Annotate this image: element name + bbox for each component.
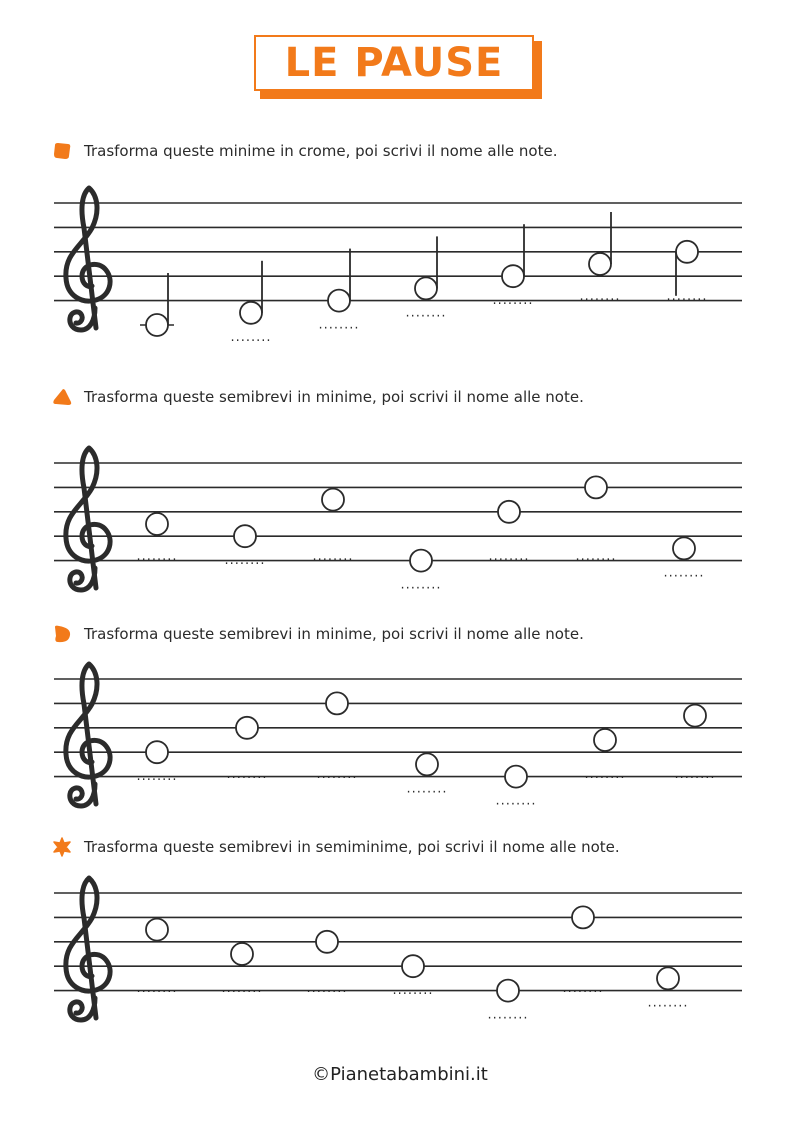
note-head — [146, 513, 168, 535]
answer-blank[interactable]: ........ — [663, 565, 705, 581]
answer-blank[interactable]: ........ — [405, 305, 447, 321]
instruction-text: Trasforma queste minime in crome, poi scrivi il nome alle note. — [84, 142, 558, 160]
exercise-2-instruction — [52, 387, 584, 407]
note — [136, 919, 177, 996]
note — [224, 525, 265, 568]
note — [392, 955, 433, 998]
note — [647, 967, 688, 1010]
exercise-3-instruction — [52, 624, 584, 644]
note-head — [146, 919, 168, 941]
rounded-square-blob-icon — [52, 141, 72, 161]
treble-clef-icon — [66, 664, 110, 806]
answer-blank[interactable]: ........ — [392, 983, 434, 999]
answer-blank[interactable]: ........ — [221, 981, 263, 996]
note-head — [146, 314, 168, 336]
staff-exercise-1 — [0, 180, 800, 360]
answer-blank[interactable]: ........ — [579, 289, 621, 304]
answer-blank[interactable]: ........ — [562, 981, 604, 996]
answer-blank[interactable]: ........ — [584, 767, 626, 782]
answer-blank[interactable]: ........ — [647, 995, 689, 1011]
note-head — [585, 476, 607, 498]
note-head — [497, 980, 519, 1002]
note-head — [410, 550, 432, 572]
note — [406, 753, 447, 796]
note — [495, 766, 536, 809]
note-head — [657, 967, 679, 989]
answer-blank[interactable]: ........ — [136, 769, 178, 785]
answer-blank[interactable]: ........ — [575, 549, 617, 564]
note — [136, 513, 177, 564]
exercise-1-instruction — [52, 141, 557, 161]
note-head — [498, 501, 520, 523]
answer-blank[interactable]: ........ — [400, 577, 442, 593]
note — [316, 692, 357, 782]
triangle-blob-icon — [52, 387, 72, 407]
note — [140, 273, 174, 336]
answer-blank[interactable]: ........ — [136, 981, 178, 996]
note — [584, 729, 625, 782]
note-head — [240, 302, 262, 324]
note — [579, 212, 620, 304]
answer-blank[interactable]: ........ — [230, 329, 272, 345]
note — [663, 537, 704, 580]
instruction-text: Trasforma queste semibrevi in semiminime, poi scrivi il nome alle note. — [84, 838, 620, 856]
note — [312, 489, 353, 564]
answer-blank[interactable]: ........ — [406, 781, 448, 797]
note — [400, 550, 441, 593]
note-head — [572, 906, 594, 928]
note-head — [676, 241, 698, 263]
title-box — [254, 35, 534, 91]
note-head — [415, 277, 437, 299]
answer-blank[interactable]: ........ — [487, 1007, 529, 1023]
note-head — [236, 717, 258, 739]
note — [487, 980, 528, 1023]
note-head — [594, 729, 616, 751]
note-head — [402, 955, 424, 977]
note — [306, 931, 347, 996]
note-head — [416, 753, 438, 775]
note-head — [316, 931, 338, 953]
note — [492, 224, 533, 308]
staff-exercise-4 — [0, 870, 800, 1035]
answer-blank[interactable]: ........ — [136, 549, 178, 564]
treble-clef-icon — [66, 448, 110, 590]
answer-blank[interactable]: ........ — [318, 317, 360, 333]
answer-blank[interactable]: ........ — [312, 549, 354, 564]
note — [136, 741, 177, 784]
note-head — [684, 705, 706, 727]
note-head — [326, 692, 348, 714]
answer-blank[interactable]: ........ — [226, 767, 268, 782]
footer-credit: ©Pianetabambini.it — [312, 1064, 488, 1085]
answer-blank[interactable]: ........ — [224, 553, 266, 569]
note — [666, 241, 707, 304]
note-head — [589, 253, 611, 275]
exercise-4-instruction — [52, 837, 620, 857]
answer-blank[interactable]: ........ — [488, 549, 530, 564]
note — [221, 943, 262, 996]
note-head — [502, 265, 524, 287]
note — [575, 476, 616, 564]
note-head — [673, 537, 695, 559]
note-head — [505, 766, 527, 788]
note-head — [322, 489, 344, 511]
answer-blank[interactable]: ........ — [306, 981, 348, 996]
answer-blank[interactable]: ........ — [666, 289, 708, 304]
d-shape-blob-icon — [52, 624, 72, 644]
note — [318, 249, 359, 333]
answer-blank[interactable]: ........ — [674, 767, 716, 782]
staff-exercise-3 — [0, 656, 800, 816]
note-head — [231, 943, 253, 965]
note-head — [234, 525, 256, 547]
note — [226, 717, 267, 782]
instruction-text: Trasforma queste semibrevi in minime, poi scrivi il nome alle note. — [84, 388, 584, 406]
answer-blank[interactable]: ........ — [492, 293, 534, 309]
staff-exercise-2 — [0, 440, 800, 600]
title-banner — [254, 35, 542, 99]
note — [488, 501, 529, 564]
note — [562, 906, 603, 996]
star-blob-icon — [52, 837, 72, 857]
note — [230, 261, 271, 345]
page-title: LE PAUSE — [284, 40, 504, 86]
note-head — [328, 290, 350, 312]
note — [405, 236, 446, 320]
treble-clef-icon — [66, 188, 110, 330]
treble-clef-icon — [66, 878, 110, 1020]
note — [674, 705, 715, 782]
note-head — [146, 741, 168, 763]
instruction-text: Trasforma queste semibrevi in minime, poi scrivi il nome alle note. — [84, 625, 584, 643]
answer-blank[interactable]: ........ — [495, 793, 537, 809]
answer-blank[interactable]: ........ — [316, 767, 358, 782]
